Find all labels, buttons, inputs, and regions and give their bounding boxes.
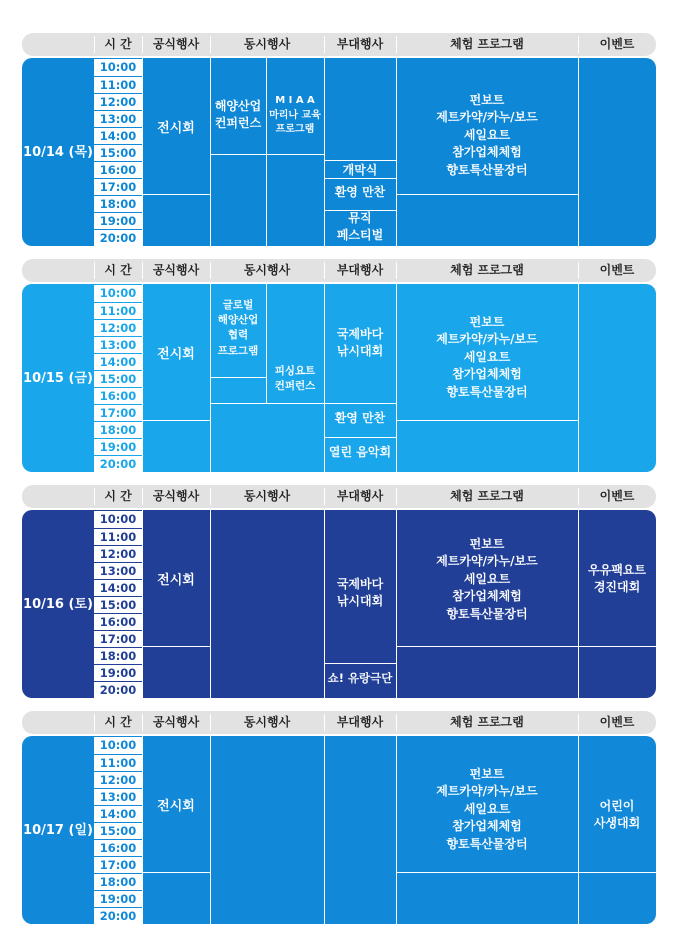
header-experience: 체험 프로그램	[450, 489, 524, 503]
time-slot: 15:00	[94, 822, 142, 839]
time-slot: 11:00	[94, 76, 142, 93]
experience-programs: 펀보트 제트카약/카누/보드 세일요트 참가업체체험 향토특산물장터	[436, 315, 538, 399]
experience-programs: 펀보트 제트카약/카누/보드 세일요트 참가업체체험 향토특산물장터	[436, 767, 538, 851]
date-label: 10/17 (일)	[23, 823, 93, 838]
time-slot: 19:00	[94, 664, 142, 681]
time-slot: 19:00	[94, 890, 142, 907]
time-slot: 17:00	[94, 630, 142, 647]
header-event: 이벤트	[599, 263, 635, 277]
official-event: 전시회	[157, 121, 195, 136]
time-slot: 20:00	[94, 229, 142, 246]
concurrent-event-1: 글로벌 해양산업 협력 프로그램	[217, 299, 259, 357]
schedule-header	[22, 711, 656, 734]
experience-programs: 펀보트 제트카약/카누/보드 세일요트 참가업체체험 향토특산물장터	[436, 93, 538, 177]
header-experience: 체험 프로그램	[450, 37, 524, 51]
header-concurrent: 동시행사	[243, 263, 291, 277]
time-slot: 14:00	[94, 127, 142, 144]
time-slot: 10:00	[94, 737, 142, 754]
header-side: 부대행사	[336, 263, 384, 277]
header-time: 시 간	[104, 489, 132, 503]
time-slot: 11:00	[94, 754, 142, 771]
side-event-2: 환영 만찬	[334, 185, 386, 199]
time-slot: 18:00	[94, 647, 142, 664]
side-event-3: 열린 음악회	[328, 445, 392, 459]
time-slot: 17:00	[94, 404, 142, 421]
time-slot: 16:00	[94, 613, 142, 630]
header-side: 부대행사	[336, 489, 384, 503]
time-slot: 13:00	[94, 788, 142, 805]
time-slot: 12:00	[94, 771, 142, 788]
header-official: 공식행사	[152, 37, 200, 51]
side-event-3: 뮤직 페스티벌	[336, 211, 384, 243]
header-concurrent: 동시행사	[243, 489, 291, 503]
official-event: 전시회	[157, 347, 195, 362]
schedule-header	[22, 485, 656, 508]
time-slot: 20:00	[94, 681, 142, 698]
experience-programs: 펀보트 제트카약/카누/보드 세일요트 참가업체체험 향토특산물장터	[436, 537, 538, 621]
time-slot: 10:00	[94, 59, 142, 76]
header-side: 부대행사	[336, 715, 384, 729]
header-time: 시 간	[104, 37, 132, 51]
time-slot: 12:00	[94, 545, 142, 562]
time-slot: 11:00	[94, 528, 142, 545]
header-time: 시 간	[104, 263, 132, 277]
side-event-1: 국제바다 낚시대회	[336, 577, 384, 609]
time-slot: 17:00	[94, 178, 142, 195]
date-label: 10/16 (토)	[23, 597, 93, 612]
header-event: 이벤트	[599, 715, 635, 729]
header-official: 공식행사	[152, 489, 200, 503]
time-slot: 16:00	[94, 161, 142, 178]
time-slot: 12:00	[94, 93, 142, 110]
time-slot: 18:00	[94, 873, 142, 890]
header-event: 이벤트	[599, 37, 635, 51]
header-official: 공식행사	[152, 263, 200, 277]
concurrent-event-1: 해양산업 컨퍼런스	[214, 99, 262, 131]
time-slot: 13:00	[94, 336, 142, 353]
schedule-header	[22, 259, 656, 282]
time-slot: 16:00	[94, 387, 142, 404]
time-slot: 15:00	[94, 370, 142, 387]
header-side: 부대행사	[336, 37, 384, 51]
schedule-header	[22, 33, 656, 56]
header-experience: 체험 프로그램	[450, 263, 524, 277]
time-slot: 10:00	[94, 511, 142, 528]
date-label: 10/14 (목)	[23, 145, 93, 160]
time-slot: 14:00	[94, 805, 142, 822]
side-event-2: 환영 만찬	[334, 411, 386, 425]
date-label: 10/15 (금)	[23, 371, 93, 386]
header-experience: 체험 프로그램	[450, 715, 524, 729]
time-slot: 16:00	[94, 839, 142, 856]
event-item: 어린이 사생대회	[593, 799, 641, 831]
time-slot: 17:00	[94, 856, 142, 873]
header-event: 이벤트	[599, 489, 635, 503]
time-slot: 12:00	[94, 319, 142, 336]
side-event-1: 국제바다 낚시대회	[336, 327, 384, 359]
time-slot: 11:00	[94, 302, 142, 319]
official-event: 전시회	[157, 573, 195, 588]
time-slot: 18:00	[94, 421, 142, 438]
time-slot: 20:00	[94, 455, 142, 472]
time-slot: 20:00	[94, 907, 142, 924]
time-slot: 14:00	[94, 579, 142, 596]
side-event-1: 개막식	[342, 163, 378, 177]
header-time: 시 간	[104, 715, 132, 729]
header-concurrent: 동시행사	[243, 37, 291, 51]
time-slot: 19:00	[94, 212, 142, 229]
time-slot: 13:00	[94, 562, 142, 579]
side-event-2: 쇼! 유랑극단	[327, 671, 393, 685]
concurrent-event-2: M I A A 마리나 교육 프로그램	[269, 95, 321, 135]
time-slot: 14:00	[94, 353, 142, 370]
header-concurrent: 동시행사	[243, 715, 291, 729]
event-item: 우유팩요트 경진대회	[588, 563, 646, 595]
time-slot: 18:00	[94, 195, 142, 212]
official-event: 전시회	[157, 799, 195, 814]
header-official: 공식행사	[152, 715, 200, 729]
concurrent-event-2: 피싱요트 컨퍼런스	[274, 365, 316, 393]
time-slot: 10:00	[94, 285, 142, 302]
time-slot: 19:00	[94, 438, 142, 455]
time-slot: 15:00	[94, 144, 142, 161]
time-slot: 15:00	[94, 596, 142, 613]
time-slot: 13:00	[94, 110, 142, 127]
